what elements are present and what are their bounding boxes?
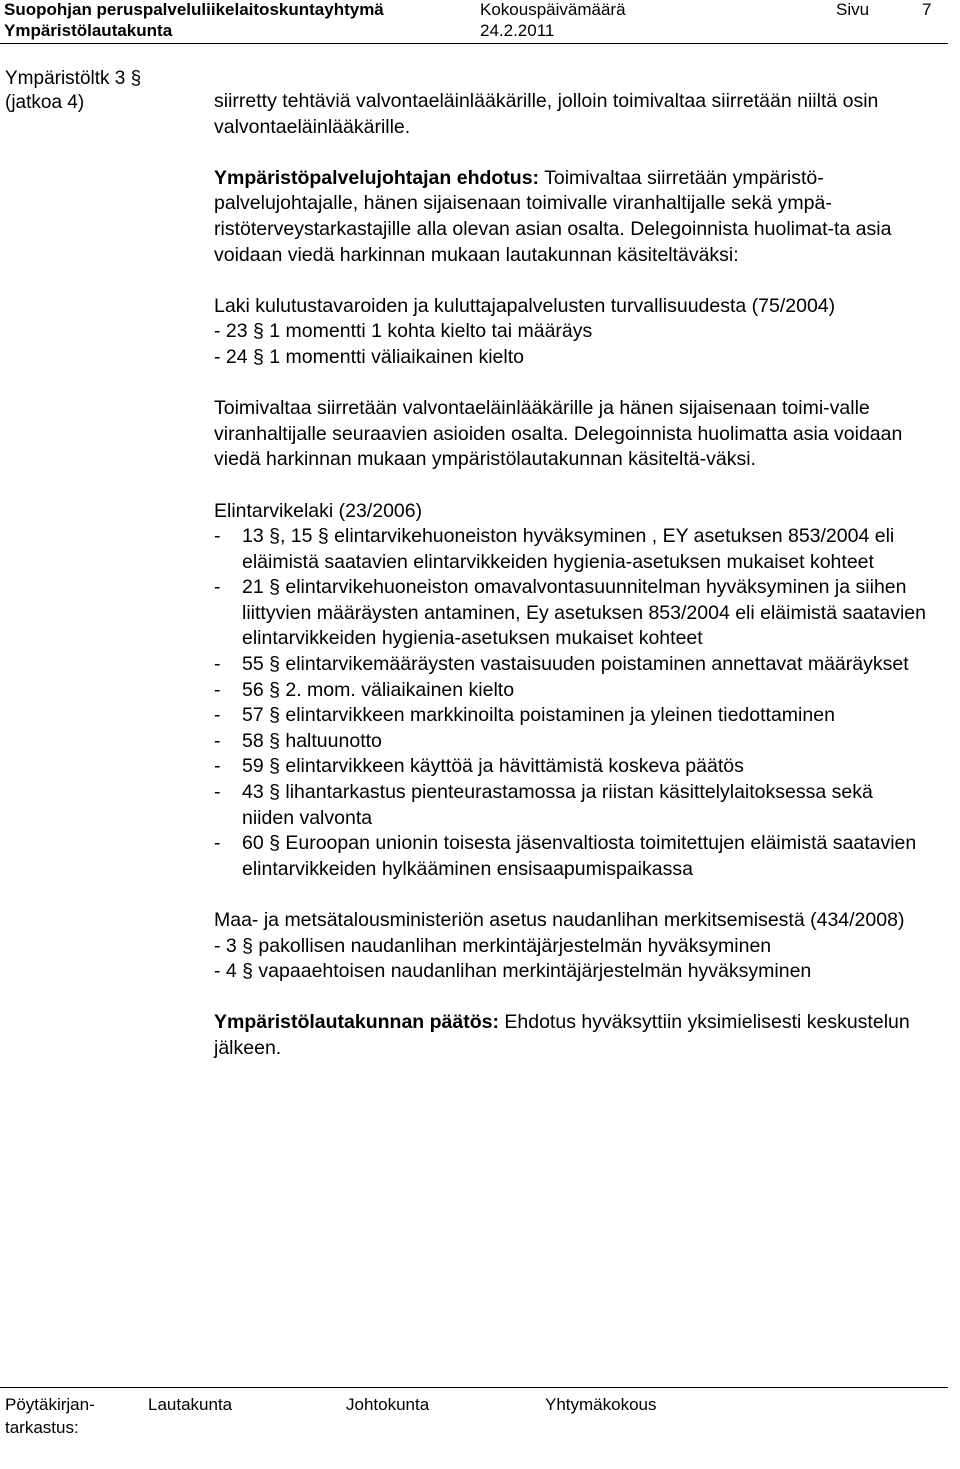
footer-review-label — [5, 1393, 95, 1439]
footer-assembly: Yhtymäkokous — [545, 1395, 657, 1414]
footer-board: Lautakunta — [148, 1395, 233, 1414]
list-item-text: 21 § elintarvikehuoneiston omavalvontasuunnitelman hyväksyminen ja siihen liittyvien määräysten antaminen, Ey asetuksen 853/2004 eli eläimistä saatavien elintarvikkeiden hygienia-asetuksen mukaiset kohteet — [242, 576, 926, 650]
list-item: - 58 § haltuunotto — [214, 729, 382, 752]
list-item: - 60 § Euroopan unionin toisesta jäsenvaltiosta toimitettujen eläimistä saatavien elintarvikkeiden hylkääminen ensisaapumispaikassa — [214, 832, 917, 880]
list-item-text: 60 § Euroopan unionin toisesta jäsenvaltiosta toimitettujen eläimistä saatavien elintarvikkeiden hylkääminen ensisaapumispaikassa — [242, 832, 917, 880]
header-date: 24.2.2011 — [480, 21, 555, 40]
list-item-text: 13 §, 15 § elintarvikehuoneiston hyväksyminen , EY asetuksen 853/2004 eli eläimistä saatavien elintarvikkeiden hygienia-asetuksen mukaiset kohteet — [242, 525, 895, 573]
list-item-text: 59 § elintarvikkeen käyttöä ja hävittämistä koskeva päätös — [242, 755, 744, 778]
section-label: Ympäristöltk 3 § — [5, 68, 142, 89]
list-item-text: 43 § lihantarkastus pienteurastamossa ja riistan käsittelylaitoksessa sekä niiden valvonta — [242, 781, 873, 829]
proposal-paragraph — [214, 166, 930, 268]
delegation-paragraph: Toimivaltaa siirretään valvontaeläinlääkärille ja hänen sijaisenaan toimi-valle viranhaltijalle seuraavien asioiden osalta. Delegoinnista huolimatta asia voidaan viedä harkinnan mukaan ympäristölautakunnan käsiteltä-väksi. — [214, 397, 903, 471]
footer-review-line1: Pöytäkirjan- — [5, 1395, 95, 1414]
list-item: - 21 § elintarvikehuoneiston omavalvontasuunnitelman hyväksyminen ja siihen liittyvien määräysten antaminen, Ey asetuksen 853/2004 eli eläimistä saatavien elintarvikkeiden hygienia-asetuksen mukaiset kohteet — [214, 576, 926, 650]
decision-text: Ehdotus hyväksyttiin yksimielisesti keskustelun jälkeen. — [214, 1011, 910, 1059]
decision-paragraph — [214, 1010, 930, 1061]
list-item: - 43 § lihantarkastus pienteurastamossa ja riistan käsittelylaitoksessa sekä niiden valvonta — [214, 781, 873, 829]
section-continuation: (jatkoa 4) — [5, 92, 85, 113]
header-page-label: Sivu — [836, 0, 870, 19]
header-divider — [0, 43, 948, 44]
list-item-text: 57 § elintarvikkeen markkinoilta poistaminen ja yleinen tiedottaminen — [242, 704, 835, 727]
list-item: - 59 § elintarvikkeen käyttöä ja hävittämistä koskeva päätös — [214, 755, 744, 778]
asetus-item: - 3 § pakollisen naudanlihan merkintäjärjestelmän hyväksyminen — [214, 934, 772, 957]
list-item: - 56 § 2. mom. väliaikainen kielto — [214, 678, 515, 701]
header-page-number: 7 — [922, 0, 932, 19]
list-item: - 13 §, 15 § elintarvikehuoneiston hyväksyminen , EY asetuksen 853/2004 eli eläimistä saatavien elintarvikkeiden hygienia-asetuksen mukaiset kohteet — [214, 525, 895, 573]
header-date-label: Kokouspäivämäärä — [480, 0, 626, 19]
laki-title: Laki kulutustavaroiden ja kuluttajapalvelusten turvallisuudesta (75/2004) — [214, 294, 836, 317]
footer-divider — [0, 1387, 948, 1388]
list-item: - 55 § elintarvikemääräysten vastaisuuden poistaminen annettavat määräykset — [214, 653, 909, 676]
asetus-title: Maa- ja metsätalousministeriön asetus naudanlihan merkitsemisestä (434/2008) — [214, 909, 905, 931]
proposal-text: Toimivaltaa siirretään ympäristö-palvelujohtajalle, hänen sijaisenaan toimivalle viranhaltijalle sekä ympä-ristöterveystarkastajille alla olevan asian osalta. Delegoinnista huolimat-ta asia voidaan viedä harkinnan mukaan lautakunnan käsiteltäväksi: — [214, 166, 892, 266]
laki-item: - 24 § 1 momentti väliaikainen kielto — [214, 345, 524, 368]
laki-item: - 23 § 1 momentti 1 kohta kielto tai määräys — [214, 320, 593, 343]
document-body — [214, 89, 930, 1062]
header-org: Suopohjan peruspalveluliikelaitoskuntayhtymä — [4, 0, 384, 19]
list-item: - 57 § elintarvikkeen markkinoilta poistaminen ja yleinen tiedottaminen — [214, 704, 835, 727]
header-board: Ympäristölautakunta — [4, 21, 173, 40]
list-item-text: 56 § 2. mom. väliaikainen kielto — [242, 678, 515, 701]
footer-review-line2: tarkastus: — [5, 1418, 79, 1437]
list-item-text: 58 § haltuunotto — [242, 729, 382, 752]
footer-executive: Johtokunta — [346, 1395, 430, 1414]
proposal-heading: Ympäristöpalvelujohtajan ehdotus: — [214, 166, 540, 189]
elintarvike-title: Elintarvikelaki (23/2006) — [214, 499, 423, 522]
list-item-text: 55 § elintarvikemääräysten vastaisuuden poistaminen annettavat määräykset — [242, 653, 909, 676]
asetus-item: - 4 § vapaaehtoisen naudanlihan merkintäjärjestelmän hyväksyminen — [214, 960, 812, 983]
intro-paragraph: siirretty tehtäviä valvontaeläinlääkärille, jolloin toimivaltaa siirretään niiltä osin valvontaeläinlääkärille. — [214, 90, 879, 138]
decision-heading: Ympäristölautakunnan päätös: — [214, 1011, 499, 1034]
